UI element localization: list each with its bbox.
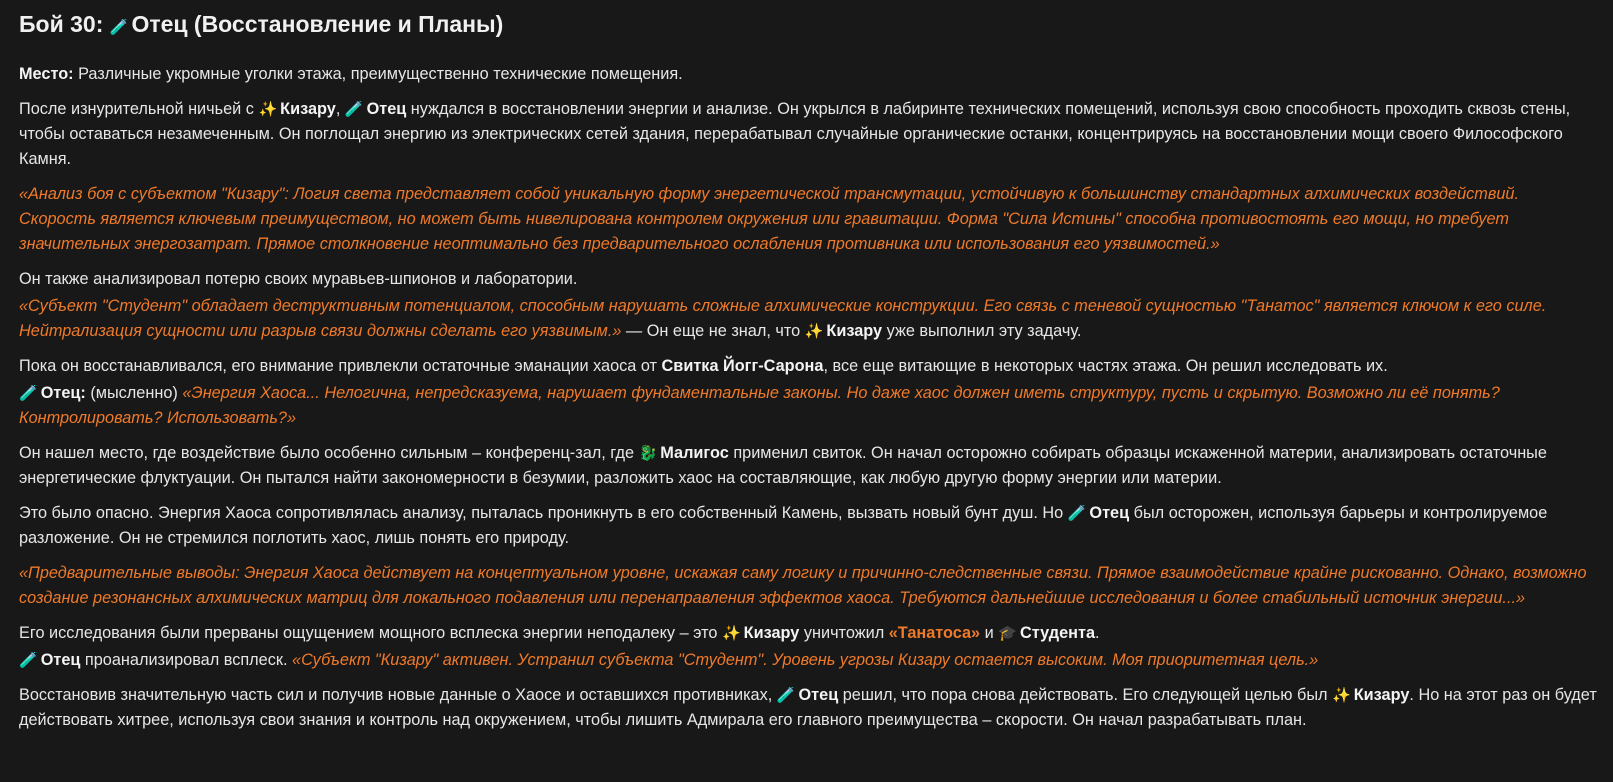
text: Восстановив значительную часть сил и получив новые данные о Хаосе и оставшихся противниках, xyxy=(19,686,777,704)
paragraph-danger xyxy=(19,501,1599,551)
text: и xyxy=(980,624,999,642)
text: , xyxy=(335,100,345,118)
text: проанализировал всплеск. xyxy=(80,651,293,669)
text: Пока он восстанавливался, его внимание привлекли остаточные эманации хаоса от xyxy=(19,357,662,375)
text: Это было опасно. Энергия Хаоса сопротивлялась анализу, пыталась проникнуть в его собственный Камень, вызвать новый бунт душ. Но xyxy=(19,504,1068,522)
text: Он нашел место, где воздействие было особенно сильным – конференц-зал, где xyxy=(19,444,639,462)
paragraph-chaos xyxy=(19,354,1599,379)
name-kizaru: Кизару xyxy=(1353,686,1410,704)
sparkles-icon: ✨ xyxy=(258,101,278,118)
paragraph-recovery xyxy=(19,97,1599,172)
text: нуждался в восстановлении энергии и анализе. Он укрылся в лабиринте технических помещений, используя свою способность проходить сквозь стены, чтобы оставаться незамеченным. Он поглощал энергию из электрических сетей здания, перерабатывал случайные органические останки, концентрируясь на восстановлении мощи своего Философского Камня. xyxy=(19,100,1571,168)
text: После изнурительной ничьей с xyxy=(19,100,259,118)
quote-text: «Субъект "Кизару" активен. Устранил субъекта "Студент". Уровень угрозы Кизару остается высоким. Моя приоритетная цель.» xyxy=(292,651,1319,669)
paragraph-otets-thought xyxy=(19,381,1599,431)
flask-icon: 🧪 xyxy=(776,687,796,704)
name-scroll: Свитка Йогг-Сарона xyxy=(661,357,824,375)
title-name: Отец (Восстановление и Планы) xyxy=(131,11,504,37)
sparkles-icon: ✨ xyxy=(721,625,741,642)
dragon-icon: 🐉 xyxy=(638,445,658,462)
text: — Он еще не знал, что xyxy=(621,322,805,340)
name-otets: Отец xyxy=(40,651,81,669)
flask-icon: 🧪 xyxy=(344,101,364,118)
paragraph-surge xyxy=(19,648,1599,673)
document xyxy=(19,8,1599,743)
name-otets: Отец xyxy=(366,100,407,118)
title-prefix: Бой 30: xyxy=(19,11,104,37)
name-student: Студента xyxy=(1019,624,1096,642)
sparkles-icon: ✨ xyxy=(804,323,824,340)
quote-conclusions xyxy=(19,561,1599,611)
text: . Но на этот раз он будет действовать хитрее, используя свои знания и контроль над окружением, чтобы лишить Адмирала его главного преимущества – скорости. Он начал разрабатывать план. xyxy=(19,686,1597,729)
name-otets: Отец: xyxy=(40,384,86,402)
quote-text: «Предварительные выводы: Энергия Хаоса действует на концептуальном уровне, искажая саму логику и причинно-следственные связи. Прямое взаимодействие крайне рискованно. Однако, возможно создание резонансных алхимических матриц для локального подавления или перенаправления эффектов хаоса. Требуются дальнейшие исследования и более стабильный источник энергии...» xyxy=(19,564,1587,607)
name-kizaru: Кизару xyxy=(743,624,800,642)
location-label: Место: xyxy=(19,65,74,83)
text: . xyxy=(1095,624,1100,642)
graduation-cap-icon: 🎓 xyxy=(998,625,1017,642)
text: применил свиток. Он начал осторожно собирать образцы искаженной материи, анализировать остаточные энергетические флуктуации. Он пытался найти закономерности в безумии, разложить хаос на составляющие, как любую другую форму энергии или материи. xyxy=(19,444,1547,487)
paragraph-conference xyxy=(19,441,1599,491)
sparkles-icon: ✨ xyxy=(1332,687,1351,704)
paragraph-student-analysis xyxy=(19,294,1599,344)
text: (мысленно) xyxy=(85,384,183,402)
flask-icon: 🧪 xyxy=(19,652,38,669)
quote-text: «Анализ боя с субъектом "Кизару": Логия света представляет собой уникальную форму энергетической трансмутации, устойчивую к большинству стандартных алхимических воздействий. Скорость является ключевым преимуществом, но может быть нивелирована контролем окружения или гравитации. Форма "Сила Истины" способна противостоять его мощи, но требует значительных энергозатрат. Прямое столкновение неоптимально без предварительного ослабления противника или использования его уязвимостей.» xyxy=(19,185,1519,253)
text: уже выполнил эту задачу. xyxy=(882,322,1082,340)
quote-text: «Энергия Хаоса... Нелогична, непредсказуема, нарушает фундаментальные законы. Но даже хаос должен иметь структуру, пусть и скрытую. Возможно ли её понять? Контролировать? Использовать?» xyxy=(19,384,1500,427)
text: уничтожил xyxy=(799,624,889,642)
name-thanatos: «Танатоса» xyxy=(888,624,981,642)
text: Он также анализировал потерю своих муравьев-шпионов и лаборатории. xyxy=(19,270,578,288)
location-paragraph xyxy=(19,62,1599,87)
name-maligos: Малигос xyxy=(660,444,729,462)
name-kizaru: Кизару xyxy=(280,100,336,118)
text: решил, что пора снова действовать. Его следующей целью был xyxy=(838,686,1333,704)
text: Его исследования были прерваны ощущением мощного всплеска энергии неподалеку – это xyxy=(19,624,722,642)
paragraph-plan xyxy=(19,683,1599,733)
quote-kizaru-analysis xyxy=(19,182,1599,257)
paragraph-interrupted xyxy=(19,621,1599,646)
flask-icon: 🧪 xyxy=(19,385,38,402)
name-otets: Отец xyxy=(1089,504,1130,522)
page-title xyxy=(19,8,1599,44)
flask-icon: 🧪 xyxy=(109,19,129,36)
text: был осторожен, используя барьеры и контролируемое разложение. Он не стремился поглотить хаос, лишь понять его природу. xyxy=(19,504,1548,547)
flask-icon: 🧪 xyxy=(1067,505,1087,522)
location-text: Различные укромные уголки этажа, преимущественно технические помещения. xyxy=(73,65,683,83)
quote-text: «Субъект "Студент" обладает деструктивным потенциалом, способным нарушать сложные алхимические конструкции. Его связь с теневой сущностью "Танатос" является ключом к его силе. Нейтрализация сущности или разрыв связи должны сделать его уязвимым.» xyxy=(19,297,1547,340)
name-otets: Отец xyxy=(798,686,839,704)
text: , все еще витающие в некоторых частях этажа. Он решил исследовать их. xyxy=(823,357,1388,375)
name-kizaru: Кизару xyxy=(826,322,883,340)
paragraph-analysis xyxy=(19,267,1599,292)
